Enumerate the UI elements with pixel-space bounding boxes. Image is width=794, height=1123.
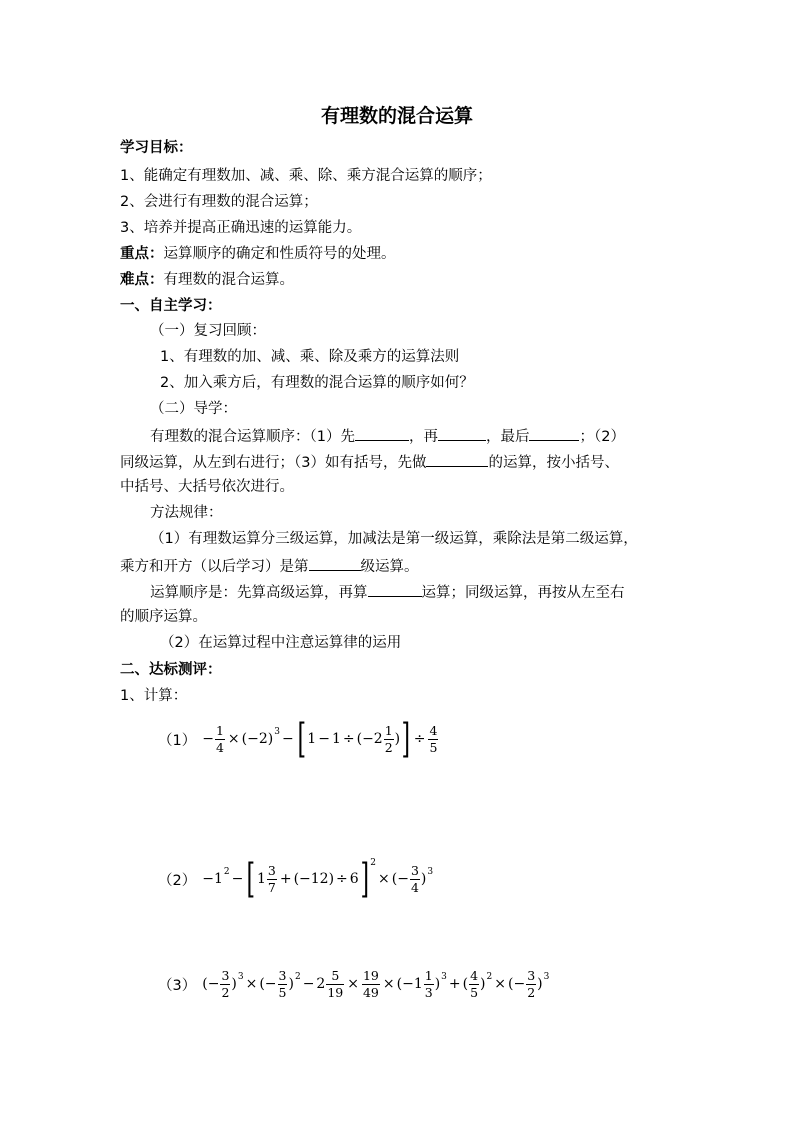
goal-item: 1、能确定有理数加、减、乘、除、乘方混合运算的顺序； (120, 168, 492, 184)
sequence-line1: 运算顺序是：先算高级运算，再算 运算；同级运算，再按从左至右 (150, 582, 625, 602)
method-heading: 方法规律： (150, 505, 223, 521)
fraction: $\frac{1}{3}$ (424, 967, 433, 1000)
question-label: 1、计算： (120, 688, 188, 704)
fraction: $\frac{19}{49}$ (362, 967, 379, 1000)
fraction: $\frac{3}{4}$ (410, 862, 419, 895)
section2-heading: 二、达标测评： (120, 662, 222, 678)
guide-heading: （二）导学： (150, 401, 237, 417)
key-point-text: 运算顺序的确定和性质符号的处理。 (163, 246, 396, 262)
review-heading: （一）复习回顾： (150, 323, 266, 339)
section1-heading: 一、自主学习： (120, 298, 222, 314)
fill-blank[interactable] (355, 426, 409, 441)
fill-blank[interactable] (438, 426, 486, 441)
math-problem-3: （3） (− $\frac{3}{2}$ ) 3 × (− $\frac{3}{5}$ ) 2 − 2 $\frac{5}{19}$ × $\frac{19}{49}$ × (−1 $\frac{1}{3}$ ) 3 + ( $\frac{4}{5}$ ) 2 × (− $\frac{3}{2}$ ) 3 (158, 967, 550, 1000)
fraction: $\frac{5}{19}$ (327, 967, 344, 1000)
fraction: $\frac{1}{4}$ (215, 722, 224, 755)
fraction: $\frac{3}{7}$ (267, 862, 276, 895)
order-paragraph-line3: 中括号、大括号依次进行。 (120, 479, 294, 495)
goal-item: 2、会进行有理数的混合运算； (120, 194, 318, 210)
fill-blank[interactable] (426, 452, 488, 467)
order-paragraph-line1: 有理数的混合运算顺序：（1）先 ，再 ，最后 ；（2） (150, 426, 625, 446)
difficulty-label: 难点： (120, 272, 164, 288)
fraction: $\frac{3}{2}$ (221, 967, 230, 1000)
review-item: 1、有理数的加、减、乘、除及乘方的运算法则 (160, 349, 460, 365)
method-line3: （2）在运算过程中注意运算律的运用 (160, 635, 402, 651)
page-title: 有理数的混合运算 (320, 105, 473, 127)
goals-heading: 学习目标： (120, 140, 193, 156)
fraction: $\frac{4}{5}$ (470, 967, 479, 1000)
goal-item: 3、培养并提高正确迅速的运算能力。 (120, 220, 362, 236)
review-item: 2、加入乘方后，有理数的混合运算的顺序如何？ (160, 375, 474, 391)
order-paragraph-line2: 同级运算，从左到右进行；（3）如有括号，先做 的运算，按小括号、 (120, 452, 619, 472)
math-problem-1: （1） − $\frac{1}{4}$ × (−2) 3 − [ 1 − 1 ÷ (−2 $\frac{1}{2}$ ) ] ÷ $\frac{4}{5}$ (158, 716, 438, 762)
fraction: $\frac{1}{2}$ (384, 722, 393, 755)
sequence-line2: 的顺序运算。 (120, 609, 207, 625)
fill-blank[interactable] (368, 582, 422, 597)
key-point-label: 重点： (120, 246, 164, 262)
difficulty (120, 271, 294, 289)
fill-blank[interactable] (529, 426, 579, 441)
fraction: $\frac{3}{5}$ (278, 967, 287, 1000)
fraction: $\frac{3}{2}$ (527, 967, 536, 1000)
fraction: $\frac{4}{5}$ (429, 722, 438, 755)
difficulty-text: 有理数的混合运算。 (163, 272, 294, 288)
math-problem-2: （2） −1 2 − [ 1 $\frac{3}{7}$ + (−12) ÷ 6 ] 2 × (− $\frac{3}{4}$ ) 3 (158, 856, 434, 902)
fill-blank[interactable] (309, 556, 361, 571)
key-point (120, 245, 396, 263)
method-line2: 乘方和开方（以后学习）是第 级运算。 (120, 556, 419, 576)
method-line1: （1）有理数运算分三级运算，加减法是第一级运算，乘除法是第二级运算， (150, 531, 638, 547)
